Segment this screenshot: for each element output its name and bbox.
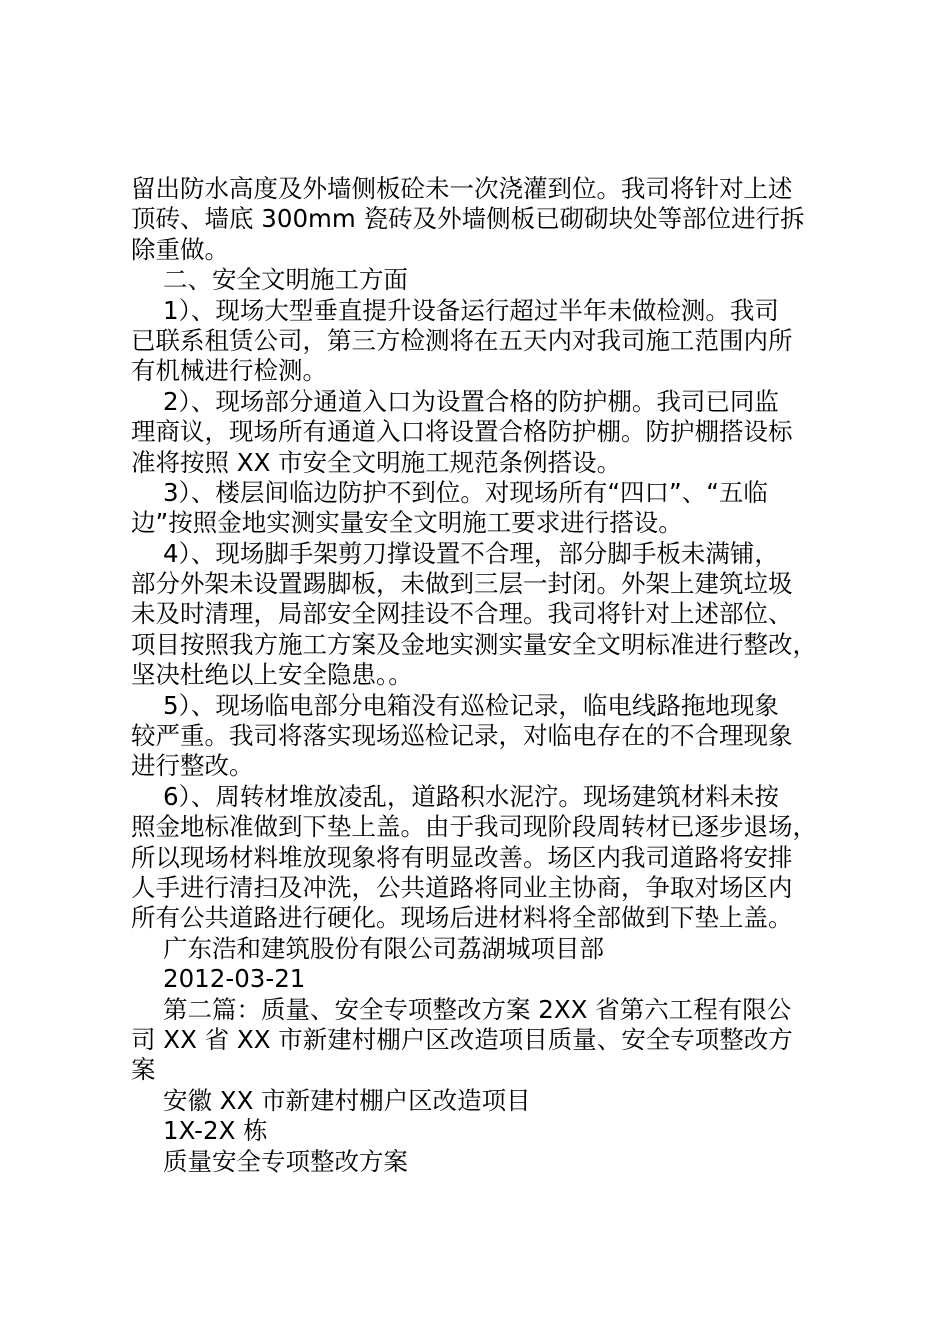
document-body — [131, 174, 831, 1177]
project-name: 安徽 XX 市新建村棚户区改造项目 — [163, 1085, 531, 1115]
text-line: 顶砖、墙底 300mm 瓷砖及外墙侧板已砌砌块处等部位进行拆 — [131, 204, 805, 234]
chapter-title: 第二篇：质量、安全专项整改方案 2XX 省第六工程有限公 — [163, 994, 792, 1024]
plan-title: 质量安全专项整改方案 — [163, 1146, 408, 1176]
text-line: 理商议，现场所有通道入口将设置合格防护棚。防护棚搭设标 — [131, 417, 793, 447]
text-line: 已联系租赁公司，第三方检测将在五天内对我司施工范围内所 — [131, 325, 793, 355]
signature-company: 广东浩和建筑股份有限公司荔湖城项目部 — [163, 933, 604, 963]
text-line: 所有公共道路进行硬化。现场后进材料将全部做到下垫上盖。 — [131, 903, 793, 933]
text-line: 1）、现场大型垂直提升设备运行超过半年未做检测。我司 — [163, 295, 779, 325]
text-line: 人手进行清扫及冲洗，公共道路将同业主协商，争取对场区内 — [131, 872, 793, 902]
text-line: 所以现场材料堆放现象将有明显改善。场区内我司道路将安排 — [131, 842, 793, 872]
text-line: 5）、现场临电部分电箱没有巡检记录，临电线路拖地现象 — [163, 690, 779, 720]
text-line: 坚决杜绝以上安全隐患。。 — [131, 660, 413, 690]
chapter-title-cont: 司 XX 省 XX 市新建村棚户区改造项目质量、安全专项整改方 — [131, 1024, 793, 1054]
chapter-title-cont: 案 — [131, 1055, 156, 1085]
text-line: 2）、现场部分通道入口为设置合格的防护棚。我司已同监 — [163, 386, 779, 416]
text-line: 留出防水高度及外墙侧板砼未一次浇灌到位。我司将针对上述 — [131, 174, 793, 203]
text-line: 6）、周转材堆放凌乱，道路积水泥泞。现场建筑材料未按 — [163, 781, 779, 811]
section-heading: 二、安全文明施工方面 — [163, 265, 408, 295]
text-line: 4）、现场脚手架剪刀撑设置不合理，部分脚手板未满铺， — [163, 538, 779, 568]
building-range: 1X-2X 栋 — [163, 1116, 268, 1146]
text-line: 部分外架未设置踢脚板，未做到三层一封闭。外架上建筑垃圾 — [131, 569, 793, 599]
text-line: 3）、楼层间临边防护不到位。对现场所有“四口”、“五临 — [163, 477, 768, 507]
text-line: 照金地标准做到下垫上盖。由于我司现阶段周转材已逐步退场， — [131, 812, 817, 842]
text-line: 除重做。 — [131, 234, 229, 264]
signature-date: 2012-03-21 — [163, 964, 306, 994]
text-line: 较严重。我司将落实现场巡检记录，对临电存在的不合理现象 — [131, 721, 793, 751]
text-line: 进行整改。 — [131, 751, 254, 781]
text-line: 未及时清理，局部安全网挂设不合理。我司将针对上述部位、 — [131, 599, 793, 629]
text-line: 有机械进行检测。 — [131, 356, 327, 386]
text-line: 准将按照 XX 市安全文明施工规范条例搭设。 — [131, 447, 622, 477]
text-line: 边”按照金地实测实量安全文明施工要求进行搭设。 — [131, 508, 683, 538]
text-line: 项目按照我方施工方案及金地实测实量安全文明标准进行整改， — [131, 629, 817, 659]
